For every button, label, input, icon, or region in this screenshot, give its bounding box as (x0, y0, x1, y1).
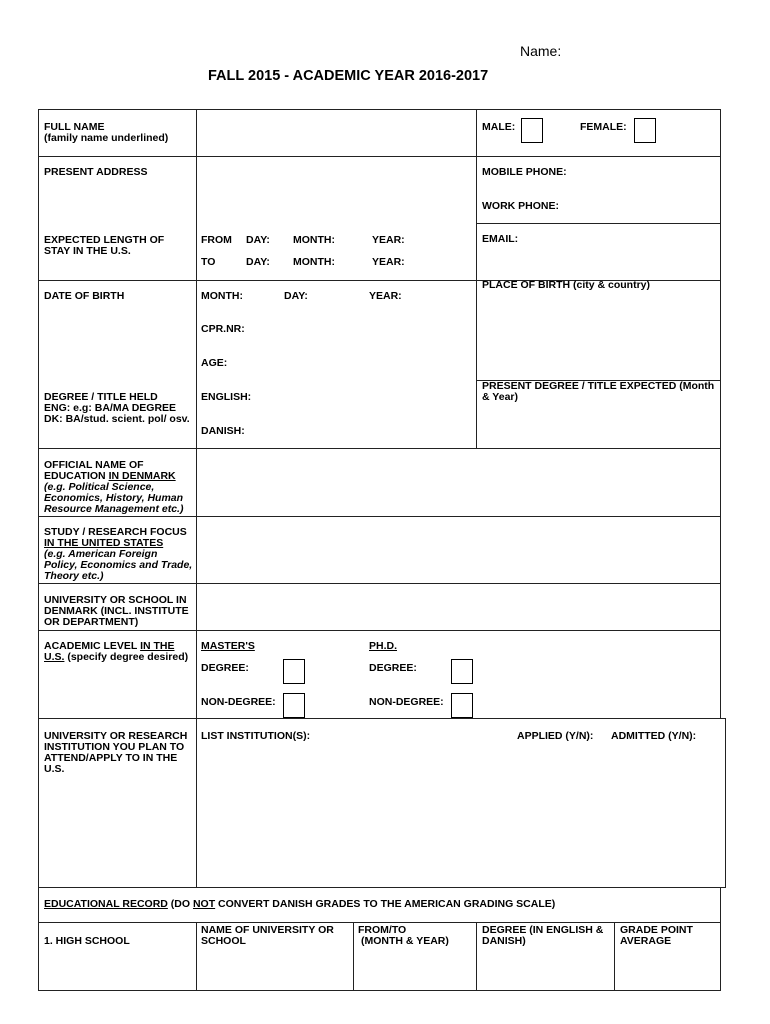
degree-held-label-line3: DK: BA/stud. scient. pol/ osv. (44, 413, 190, 425)
place-of-birth-label: PLACE OF BIRTH (city & country) (482, 279, 651, 291)
academic-level-text: ACADEMIC LEVEL (44, 640, 141, 652)
phd-degree-label: DEGREE: (369, 662, 417, 674)
cpr-label: CPR.NR: (201, 323, 245, 335)
institution-line1: UNIVERSITY OR RESEARCH (44, 730, 188, 742)
degree-held-label-line2: ENG: e.g: BA/MA DEGREE (44, 402, 177, 414)
male-label: MALE: (482, 121, 516, 133)
list-institutions-label: LIST INSTITUTION(S): (201, 730, 311, 742)
female-label: FEMALE: (580, 121, 627, 133)
institution-line2: INSTITUTION YOU PLAN TO (44, 741, 185, 753)
name-label: Name: (520, 43, 562, 59)
date-of-birth-label: DATE OF BIRTH (44, 290, 125, 302)
phd-degree-checkbox[interactable] (451, 659, 473, 684)
academic-level-us: U.S. (44, 651, 65, 663)
official-name-line3: (e.g. Political Science, (44, 481, 155, 493)
stay-from-year-label: YEAR: (372, 234, 405, 246)
female-checkbox[interactable] (634, 118, 656, 143)
stay-from-month-label: MONTH: (293, 234, 335, 246)
phd-non-degree-checkbox[interactable] (451, 693, 473, 718)
stay-label-line2: STAY IN THE U.S. (44, 245, 131, 257)
educational-record-heading (44, 899, 555, 911)
birth-month-label: MONTH: (201, 290, 243, 302)
educational-record-title: EDUCATIONAL RECORD (44, 898, 168, 910)
educational-record-not: NOT (192, 898, 216, 910)
stay-from-label: FROM (201, 234, 232, 246)
academic-level-line2 (44, 652, 188, 664)
institution-line4: U.S. (44, 763, 65, 775)
masters-heading: MASTER'S (201, 640, 255, 652)
masters-degree-label: DEGREE: (201, 662, 249, 674)
col-gpa-header-line2: AVERAGE (620, 935, 672, 947)
institution-line3: ATTEND/APPLY TO IN THE (44, 752, 178, 764)
masters-non-degree-checkbox[interactable] (283, 693, 305, 718)
stay-to-label: TO (201, 256, 216, 268)
mobile-phone-label: MOBILE PHONE: (482, 166, 567, 178)
applied-label: APPLIED (Y/N): (517, 730, 594, 742)
col-fromto-header-line2: (MONTH & YEAR) (361, 935, 449, 947)
degree-danish-label: DANISH: (201, 425, 245, 437)
full-name-label: FULL NAME (44, 121, 105, 133)
official-name-line4: Economics, History, Human (44, 492, 184, 504)
male-checkbox[interactable] (521, 118, 543, 143)
col-fromto-header-line1: FROM/TO (358, 924, 407, 936)
stay-to-month-label: MONTH: (293, 256, 335, 268)
focus-line5: Theory etc.) (44, 570, 104, 582)
col-gpa-header-line1: GRADE POINT (620, 924, 693, 936)
masters-degree-checkbox[interactable] (283, 659, 305, 684)
high-school-label: 1. HIGH SCHOOL (44, 935, 130, 947)
university-dk-line3: OR DEPARTMENT) (44, 616, 139, 628)
degree-held-label-line1: DEGREE / TITLE HELD (44, 391, 158, 403)
col-degree-header-line2: DANISH) (482, 935, 526, 947)
full-name-hint: (family name underlined) (44, 132, 169, 144)
masters-non-degree-label: NON-DEGREE: (201, 696, 276, 708)
birth-day-label: DAY: (284, 290, 308, 302)
official-name-line1: OFFICIAL NAME OF (44, 459, 144, 471)
present-degree-label-line2: & Year) (482, 391, 518, 403)
stay-to-day-label: DAY: (246, 256, 270, 268)
official-name-line5: Resource Management etc.) (44, 503, 184, 515)
official-name-line2-underlined: IN DENMARK (108, 470, 176, 482)
official-name-line2-text: EDUCATION (44, 470, 109, 482)
stay-label-line1: EXPECTED LENGTH OF (44, 234, 165, 246)
focus-line4: Policy, Economics and Trade, (44, 559, 193, 571)
admitted-label: ADMITTED (Y/N): (611, 730, 697, 742)
col-university-header-line1: NAME OF UNIVERSITY OR (201, 924, 334, 936)
academic-level-hint: (specify degree desired) (64, 651, 189, 663)
stay-from-day-label: DAY: (246, 234, 270, 246)
work-phone-label: WORK PHONE: (482, 200, 559, 212)
degree-english-label: ENGLISH: (201, 391, 252, 403)
phd-non-degree-label: NON-DEGREE: (369, 696, 444, 708)
university-dk-line1: UNIVERSITY OR SCHOOL IN (44, 594, 187, 606)
phd-heading: PH.D. (369, 640, 398, 652)
page-title: FALL 2015 - ACADEMIC YEAR 2016-2017 (208, 68, 489, 84)
age-label: AGE: (201, 357, 228, 369)
focus-line3: (e.g. American Foreign (44, 548, 158, 560)
col-degree-header-line1: DEGREE (IN ENGLISH & (482, 924, 604, 936)
birth-year-label: YEAR: (369, 290, 402, 302)
university-dk-line2: DENMARK (INCL. INSTITUTE (44, 605, 189, 617)
col-university-header-line2: SCHOOL (201, 935, 246, 947)
educational-record-note-a: (DO (167, 898, 193, 910)
educational-record-note-b: CONVERT DANISH GRADES TO THE AMERICAN GRADING SCALE) (215, 898, 556, 910)
focus-line2: IN THE UNITED STATES (44, 537, 164, 549)
email-label: EMAIL: (482, 233, 519, 245)
present-address-label: PRESENT ADDRESS (44, 166, 148, 178)
focus-line1: STUDY / RESEARCH FOCUS (44, 526, 187, 538)
stay-to-year-label: YEAR: (372, 256, 405, 268)
academic-level-underlined: IN THE (140, 640, 175, 652)
present-degree-label-line1: PRESENT DEGREE / TITLE EXPECTED (Month (482, 380, 715, 392)
